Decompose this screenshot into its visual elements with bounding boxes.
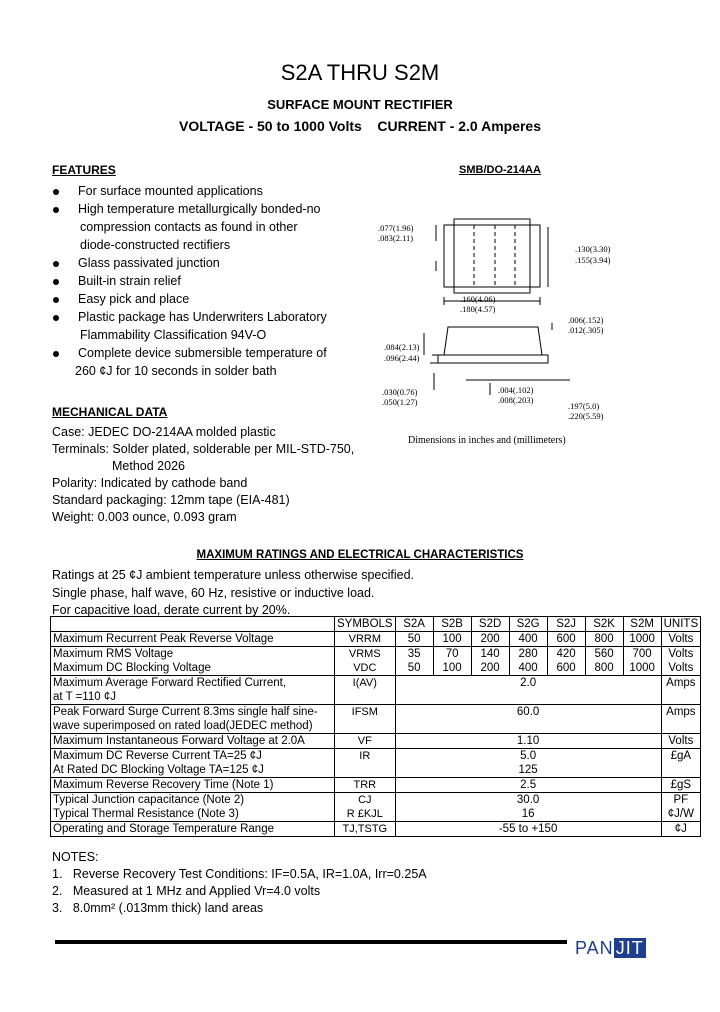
bullet-icon [53,207,59,213]
value-line: 420 [556,648,576,660]
dim-e2: .096(2.44) [384,353,420,363]
ratings-table [50,616,701,837]
row-value [433,647,471,676]
row-unit: Volts [661,734,701,749]
row-symbol [335,793,396,822]
feature-item: compression contacts as found in other [80,220,298,234]
dim-d1: .006(.152) [568,315,604,325]
value-line: 560 [594,648,614,660]
logo-part-2: JIT [615,938,644,958]
row-label-line: Maximum DC Blocking Voltage [53,662,211,674]
dim-g2: .008(.203) [498,395,534,405]
header-cell: UNITS [661,617,701,632]
bullet-icon [53,351,59,357]
mech-polarity: Polarity: Indicated by cathode band [52,476,248,490]
row-symbol [335,647,396,676]
feature-item: High temperature metallurgically bonded-no [78,202,321,216]
feature-item: Flammability Classification 94V-O [80,328,267,342]
row-label-line: at T =110 ¢J [53,691,116,703]
logo-part-1: PAN [575,938,614,958]
panjit-logo [575,938,646,959]
value-line: 100 [442,662,462,674]
row-value: 200 [471,632,509,647]
row-label [51,647,335,676]
row-unit: Amps [661,676,701,705]
dim-a1: .077(1.96) [378,223,414,233]
bullet-icon [53,189,59,195]
dimensions-caption: Dimensions in inches and (millimeters) [408,435,566,446]
table-row [51,676,701,705]
symbol-line: R £KJL [346,808,383,820]
feature-item: Plastic package has Underwriters Laboratory [78,310,327,324]
dim-b1: .130(3.30) [575,244,611,254]
row-label [51,705,335,734]
ratings-line-2: Single phase, half wave, 60 Hz, resistive or inductive load. [52,586,375,600]
unit-line: Volts [668,662,694,674]
dim-d2: .012(.305) [568,325,604,335]
row-value: 400 [509,632,547,647]
row-label-line: Maximum Average Forward Rectified Current, [53,677,287,689]
row-value [395,647,433,676]
dim-h1: .197(5.0) [568,401,600,411]
header-blank [51,617,335,632]
row-label-line: wave superimposed on rated load(JEDEC method) [53,720,313,732]
row-label: Maximum Instantaneous Forward Voltage at 2.0A [51,734,335,749]
value-line: 400 [518,662,538,674]
row-label: Maximum Recurrent Peak Reverse Voltage [51,632,335,647]
value-line: 50 [407,662,421,674]
mechanical-heading: MECHANICAL DATA [52,405,168,419]
value-line: 125 [518,764,538,776]
dim-a2: .083(2.11) [378,233,414,243]
row-label-line: Maximum DC Reverse Current TA=25 ¢J [53,750,262,762]
value-line: 140 [480,648,500,660]
value-line: 70 [445,648,459,660]
table-header-row [51,617,701,632]
header-cell: S2B [433,617,471,632]
table-row [51,632,701,647]
row-label: Operating and Storage Temperature Range [51,822,335,837]
product-subtitle: SURFACE MOUNT RECTIFIER [267,97,453,112]
row-unit: ¢J [661,822,701,837]
dim-c1: .160(4.06) [460,294,496,304]
dim-c2: .180(4.57) [460,304,496,314]
row-label: Maximum Reverse Recovery Time (Note 1) [51,778,335,793]
value-line: 800 [594,662,614,674]
row-symbol: VRRM [335,632,396,647]
row-value: 1.10 [395,734,661,749]
bullet-icon [53,315,59,321]
row-value [585,647,623,676]
features-heading: FEATURES [52,163,116,177]
value-line: 35 [407,648,421,660]
value-line: 16 [521,808,535,820]
row-value: 60.0 [395,705,661,734]
notes-heading: NOTES: [52,850,99,864]
package-outline-diagram [370,205,620,430]
mech-weight: Weight: 0.003 ounce, 0.093 gram [52,510,237,524]
package-label: SMB/DO-214AA [459,164,541,176]
header-cell: S2G [509,617,547,632]
row-unit: Amps [661,705,701,734]
row-value: 50 [395,632,433,647]
row-label [51,749,335,778]
table-row [51,734,701,749]
feature-item: diode-constructed rectifiers [80,238,231,252]
value-line: 200 [480,662,500,674]
ratings-summary [0,118,720,134]
table-row [51,822,701,837]
dim-e1: .084(2.13) [384,342,420,352]
row-value [395,749,661,778]
value-line: 1000 [629,662,655,674]
row-unit [661,647,701,676]
ratings-line-3: For capacitive load, derate current by 20%. [52,603,291,617]
symbol-line: VDC [353,662,377,674]
bullet-icon [53,279,59,285]
feature-item: 260 ¢J for 10 seconds in solder bath [75,364,277,378]
header-cell: S2D [471,617,509,632]
unit-line: PF [673,794,689,806]
note-2: 2. Measured at 1 MHz and Applied Vr=4.0 volts [52,884,321,898]
row-value [395,793,661,822]
symbol-line: VRMS [348,648,381,660]
feature-item: For surface mounted applications [78,184,263,198]
row-value: 2.5 [395,778,661,793]
row-value [547,647,585,676]
row-value [623,647,661,676]
feature-item: Easy pick and place [78,292,190,306]
row-unit: £gA [661,749,701,778]
mech-terminals: Terminals: Solder plated, solderable per MIL-STD-750, [52,442,355,456]
header-cell: S2K [585,617,623,632]
value-line: 280 [518,648,538,660]
row-value: -55 to +150 [395,822,661,837]
table-row [51,793,701,822]
row-symbol: I(AV) [335,676,396,705]
mech-packaging: Standard packaging: 12mm tape (EIA-481) [52,493,290,507]
row-value: 100 [433,632,471,647]
row-label-line: Peak Forward Surge Current 8.3ms single half sine- [53,706,318,718]
mech-case: Case: JEDEC DO-214AA molded plastic [52,425,276,439]
value-line: 700 [632,648,652,660]
value-line: 5.0 [520,750,537,762]
note-3: 3. 8.0mm² (.013mm thick) land areas [52,901,264,915]
dim-g1: .004(.102) [498,385,534,395]
ratings-heading: MAXIMUM RATINGS AND ELECTRICAL CHARACTERISTICS [196,549,524,561]
row-symbol: TJ,TSTG [335,822,396,837]
bullet-icon [53,261,59,267]
dim-f2: .050(1.27) [382,397,418,407]
table-row [51,705,701,734]
page-title: S2A THRU S2M [280,60,440,85]
dim-f1: .030(0.76) [382,387,418,397]
row-value: 600 [547,632,585,647]
feature-item: Built-in strain relief [78,274,181,288]
row-unit: Volts [661,632,701,647]
row-label [51,793,335,822]
row-value: 2.0 [395,676,661,705]
feature-item: Glass passivated junction [78,256,220,270]
unit-line: Volts [668,648,694,660]
mech-method: Method 2026 [112,459,185,473]
row-value [509,647,547,676]
row-symbol: IFSM [335,705,396,734]
row-label [51,676,335,705]
row-unit [661,793,701,822]
ratings-line-1: Ratings at 25 ¢J ambient temperature unless otherwise specified. [52,568,414,582]
row-value: 1000 [623,632,661,647]
row-symbol: TRR [335,778,396,793]
row-symbol: IR [335,749,396,778]
row-label-line: Maximum RMS Voltage [53,648,174,660]
ratings-summary-text: VOLTAGE - 50 to 1000 Volts CURRENT - 2.0 Amperes [178,118,541,134]
row-label-line: At Rated DC Blocking Voltage TA=125 ¢J [53,764,264,776]
note-1: 1. Reverse Recovery Test Conditions: IF=0.5A, IR=1.0A, Irr=0.25A [52,867,427,881]
unit-line: ¢J/W [667,808,694,820]
feature-item: Complete device submersible temperature of [78,346,327,360]
dim-b2: .155(3.94) [575,255,611,265]
row-value: 800 [585,632,623,647]
table-row [51,749,701,778]
value-line: 30.0 [516,794,540,806]
table-row [51,778,701,793]
header-cell: S2A [395,617,433,632]
header-cell: SYMBOLS [335,617,396,632]
symbol-line: CJ [358,794,372,806]
row-value [471,647,509,676]
footer-rule [55,940,567,944]
header-cell: S2J [547,617,585,632]
header-cell: S2M [623,617,661,632]
row-label-line: Typical Thermal Resistance (Note 3) [53,808,239,820]
row-unit: £gS [661,778,701,793]
bullet-icon [53,297,59,303]
row-label-line: Typical Junction capacitance (Note 2) [53,794,245,806]
dim-h2: .220(5.59) [568,411,604,421]
value-line: 600 [556,662,576,674]
table-row [51,647,701,676]
row-symbol: VF [335,734,396,749]
